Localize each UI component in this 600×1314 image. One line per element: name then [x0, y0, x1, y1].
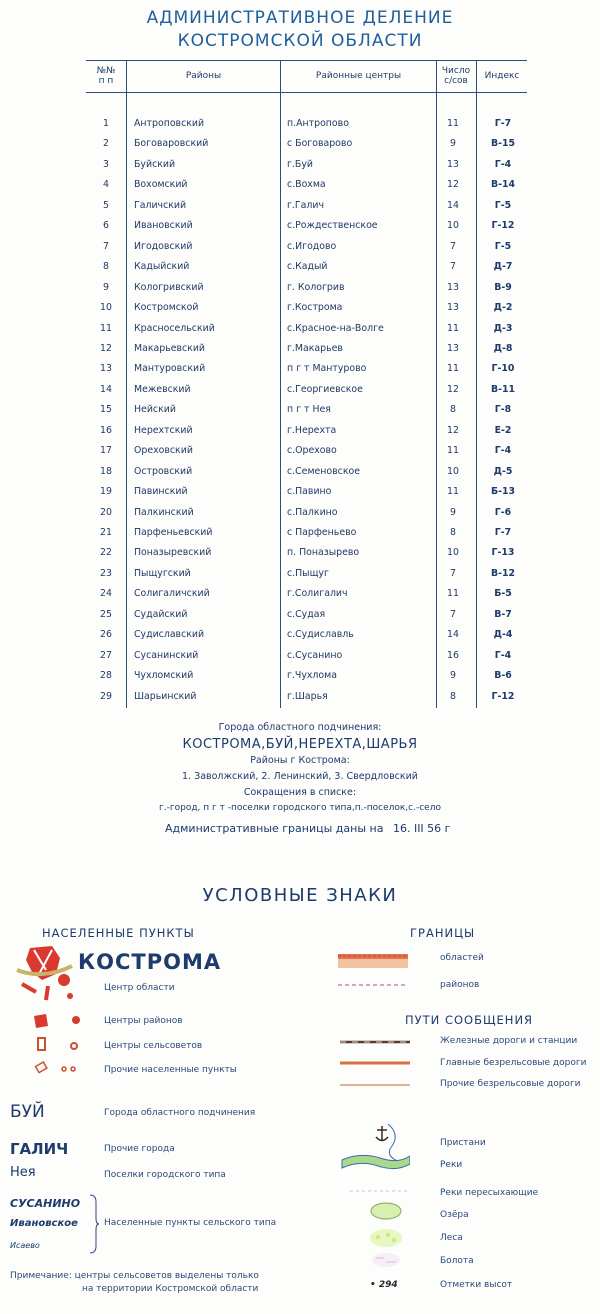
- settlement-icon: [34, 1060, 84, 1080]
- table-row: [86, 606, 526, 626]
- district-name: Судиславский: [134, 629, 205, 641]
- header-district: Районы: [185, 71, 222, 81]
- remark-line2: на территории Костромской области: [82, 1284, 259, 1294]
- cities-heading: Города областного подчинения:: [218, 722, 382, 733]
- row-number: 28: [100, 670, 112, 682]
- council-count: 10: [447, 465, 459, 477]
- page-title-line1: АДМИНИСТРАТИВНОЕ ДЕЛЕНИЕ: [146, 8, 454, 28]
- council-count: 13: [447, 302, 459, 314]
- grid-index: Г-10: [491, 363, 515, 375]
- table-row: [86, 667, 526, 687]
- other-road-icon: [340, 1080, 410, 1090]
- table-row: [86, 463, 526, 483]
- table-row: [86, 299, 526, 319]
- table-row: [86, 381, 526, 401]
- capital-sample: КОСТРОМА: [78, 950, 222, 974]
- row-number: 10: [100, 302, 112, 314]
- district-center: с.Кадый: [287, 261, 328, 273]
- district-name: Буйский: [134, 158, 176, 170]
- neya-label: Поселки городского типа: [104, 1170, 226, 1180]
- district-center: г.Галич: [287, 199, 324, 211]
- district-centers-label: Центры районов: [104, 1016, 183, 1026]
- rural-sample-1: СУСАНИНО: [10, 1197, 81, 1210]
- district-center: г. Кологрив: [287, 281, 345, 293]
- district-center-icon: [30, 1010, 90, 1032]
- district-name: Игодовский: [134, 240, 193, 252]
- main-roads-label: Главные безрельсовые дороги: [440, 1058, 587, 1068]
- district-name: Чухломский: [134, 670, 194, 682]
- table-row: [86, 258, 526, 278]
- row-number: 6: [103, 220, 109, 232]
- council-count: 13: [447, 281, 459, 293]
- district-name: Ивановский: [134, 220, 193, 232]
- row-number: 22: [100, 547, 112, 559]
- borders-date-note: [165, 822, 450, 835]
- kostroma-districts-heading: Районы г Кострома:: [250, 755, 350, 766]
- district-center: с.Игодово: [287, 240, 337, 252]
- abbr-text: г.-город, п г т -поселки городского типа,п.-поселок,с.-село: [159, 803, 441, 813]
- district-center: с.Орехово: [287, 445, 337, 457]
- district-name: Макарьевский: [134, 342, 206, 354]
- rivers-label: Реки: [440, 1160, 463, 1170]
- roads-heading: ПУТИ СООБЩЕНИЯ: [405, 1013, 534, 1027]
- council-count: 8: [450, 404, 456, 416]
- grid-index: В-12: [490, 567, 516, 579]
- row-number: 2: [103, 138, 109, 150]
- council-count: 11: [447, 118, 459, 129]
- row-number: 11: [100, 322, 112, 334]
- council-count: 14: [447, 199, 459, 211]
- district-center: г.Шарья: [287, 690, 328, 702]
- district-center: с Боговарово: [287, 138, 353, 150]
- district-center: с.Рождественское: [287, 220, 378, 232]
- district-name: Межевский: [134, 383, 191, 395]
- city-plan-icon: [12, 940, 82, 1010]
- district-name: Ореховский: [134, 445, 193, 457]
- council-count: 9: [450, 138, 456, 150]
- council-count: 12: [447, 179, 459, 191]
- council-count: 11: [447, 322, 459, 334]
- row-number: 24: [100, 588, 112, 600]
- table-row: [86, 442, 526, 462]
- district-name: Кологривский: [134, 281, 204, 293]
- table-row: [86, 238, 526, 258]
- council-count: 10: [447, 547, 459, 559]
- table-row: [86, 483, 526, 503]
- main-road-icon: [340, 1058, 410, 1068]
- row-number: 20: [100, 506, 112, 518]
- grid-index: Г-5: [494, 199, 512, 211]
- piers-label: Пристани: [440, 1138, 486, 1148]
- table-row: [86, 422, 526, 442]
- settlements-heading: НАСЕЛЕННЫЕ ПУНКТЫ: [42, 926, 195, 940]
- district-name: Парфеньевский: [134, 527, 213, 538]
- council-count: 8: [450, 690, 456, 702]
- grid-index: Г-12: [491, 220, 515, 232]
- row-number: 16: [100, 424, 112, 436]
- council-count: 16: [447, 649, 459, 661]
- district-name: Поназыревский: [134, 547, 212, 559]
- swamps-label: Болота: [440, 1256, 474, 1266]
- council-count: 11: [447, 588, 459, 600]
- table-header-border: [86, 92, 527, 93]
- buy-sample: БУЙ: [10, 1102, 45, 1122]
- grid-index: Г-4: [494, 649, 512, 661]
- table-row: [86, 217, 526, 237]
- neya-sample: Нея: [10, 1165, 36, 1180]
- district-center: п г т Нея: [287, 404, 331, 416]
- table-row: [86, 197, 526, 217]
- council-count: 7: [450, 261, 456, 273]
- table-top-border: [86, 60, 527, 61]
- council-count: 12: [447, 424, 459, 436]
- districts-label: районов: [440, 980, 480, 990]
- district-center: с.Красное-на-Волге: [287, 322, 384, 334]
- council-count: 7: [450, 567, 456, 579]
- grid-index: Б-5: [494, 588, 512, 600]
- forests-label: Леса: [440, 1233, 463, 1243]
- other-settlements-label: Прочие населенные пункты: [104, 1065, 237, 1075]
- table-row: [86, 544, 526, 564]
- table-row: [86, 524, 526, 544]
- grid-index: Г-4: [494, 445, 512, 457]
- row-number: 3: [103, 158, 109, 170]
- row-number: 27: [100, 649, 112, 661]
- district-center: с.Павино: [287, 486, 332, 498]
- row-number: 26: [100, 629, 112, 641]
- district-border-icon: [338, 980, 408, 990]
- council-count: 11: [447, 363, 459, 375]
- row-number: 9: [103, 281, 109, 293]
- drying-rivers-label: Реки пересыхающие: [440, 1188, 539, 1198]
- district-center: г.Кострома: [287, 302, 343, 314]
- row-number: 13: [100, 363, 112, 375]
- drying-river-icon: [350, 1186, 410, 1196]
- district-name: Шарьинский: [134, 690, 197, 702]
- district-name: Боговаровский: [134, 138, 209, 150]
- district-name: Судайский: [134, 608, 188, 620]
- district-center: с Парфеньево: [287, 527, 357, 538]
- district-center: г.Макарьев: [287, 342, 343, 354]
- grid-index: Д-4: [493, 629, 513, 641]
- row-number: 5: [103, 199, 109, 211]
- table-row: [86, 585, 526, 605]
- grid-index: Д-8: [493, 342, 513, 354]
- kostroma-districts: 1. Заволжский, 2. Ленинский, 3. Свердловский: [182, 771, 418, 782]
- header-center: Районные центры: [315, 71, 402, 81]
- grid-index: Б-13: [490, 486, 516, 498]
- region-border-icon: [338, 950, 408, 972]
- district-name: Нейский: [134, 404, 176, 416]
- table-row: [86, 504, 526, 524]
- grid-index: В-7: [494, 608, 512, 620]
- council-count: 13: [447, 342, 459, 354]
- galich-label: Прочие города: [104, 1144, 175, 1154]
- borders-date: 16. III 56 г: [392, 822, 451, 835]
- district-name: Нерехтский: [134, 424, 193, 436]
- grid-index: Г-12: [491, 690, 515, 702]
- grid-index: Г-13: [491, 547, 515, 559]
- row-number: 17: [100, 445, 112, 457]
- grid-index: Г-5: [494, 240, 512, 252]
- rural-label: Населенные пункты сельского типа: [104, 1218, 277, 1228]
- table-row: [86, 156, 526, 176]
- district-center: г.Чухлома: [287, 670, 337, 682]
- borders-prefix: Административные границы даны на: [165, 822, 384, 835]
- railway-icon: [340, 1037, 410, 1047]
- table-row: [86, 688, 526, 708]
- row-number: 29: [100, 690, 112, 702]
- elevation-sample: • 294: [370, 1280, 398, 1290]
- row-number: 14: [100, 383, 112, 395]
- row-number: 7: [103, 240, 109, 252]
- district-center: с.Пыщуг: [287, 567, 329, 579]
- grid-index: В-6: [494, 670, 512, 682]
- swamp-icon: [366, 1250, 406, 1270]
- council-count: 11: [447, 486, 459, 498]
- abbr-heading: Сокращения в списке:: [243, 787, 357, 798]
- row-number: 4: [103, 179, 109, 191]
- rural-sample-2: Ивановское: [10, 1218, 78, 1229]
- district-center: с.Судая: [287, 608, 326, 620]
- council-count: 9: [450, 506, 456, 518]
- railways-label: Железные дороги и станции: [440, 1036, 578, 1046]
- district-center: с.Семеновское: [287, 465, 360, 477]
- grid-index: Г-7: [494, 527, 512, 538]
- grid-index: В-11: [490, 383, 516, 395]
- grid-index: В-9: [494, 281, 512, 293]
- council-count: 9: [450, 670, 456, 682]
- table-row: [86, 565, 526, 585]
- pier-and-river-icon: [340, 1122, 410, 1178]
- district-name: Костромской: [134, 302, 199, 314]
- district-center: с.Сусанино: [287, 649, 343, 661]
- district-center: с.Георгиевское: [287, 383, 363, 395]
- grid-index: В-15: [490, 138, 516, 150]
- cities-list: КОСТРОМА,БУЙ,НЕРЕХТА,ШАРЬЯ: [182, 737, 418, 752]
- grid-index: Д-2: [493, 302, 513, 314]
- row-number: 12: [100, 342, 112, 354]
- grid-index: Г-8: [494, 404, 512, 416]
- brace-icon: [88, 1194, 100, 1254]
- other-roads-label: Прочие безрельсовые дороги: [440, 1079, 581, 1089]
- district-center: п.Антропово: [287, 118, 349, 129]
- page-title-line2: КОСТРОМСКОЙ ОБЛАСТИ: [177, 31, 423, 51]
- row-number: 18: [100, 465, 112, 477]
- grid-index: Д-3: [493, 322, 513, 334]
- district-name: Галичский: [134, 199, 187, 211]
- district-name: Красносельский: [134, 322, 215, 334]
- council-count: 10: [447, 220, 459, 232]
- remark-line1: Примечание: центры сельсоветов выделены только: [10, 1271, 259, 1281]
- row-number: 21: [100, 527, 112, 538]
- district-name: Антроповский: [134, 118, 205, 129]
- grid-index: Д-5: [493, 465, 513, 477]
- district-name: Мантуровский: [134, 363, 206, 375]
- council-count: 7: [450, 608, 456, 620]
- district-name: Кадыйский: [134, 261, 190, 273]
- header-index: Индекс: [484, 71, 520, 81]
- table-row: [86, 135, 526, 155]
- row-number: 8: [103, 261, 109, 273]
- district-name: Островский: [134, 465, 193, 477]
- regions-label: областей: [440, 953, 484, 963]
- legend-title: УСЛОВНЫЕ ЗНАКИ: [202, 885, 398, 906]
- council-count: 12: [447, 383, 459, 395]
- table-row: [86, 279, 526, 299]
- district-name: Пыщугский: [134, 567, 191, 579]
- district-center: п г т Мантурово: [287, 363, 367, 375]
- district-center: с.Судиславль: [287, 629, 354, 641]
- elevation-label: Отметки высот: [440, 1280, 513, 1290]
- galich-sample: ГАЛИЧ: [10, 1140, 69, 1158]
- forest-icon: [366, 1226, 406, 1250]
- grid-index: Г-6: [494, 506, 512, 518]
- row-number: 19: [100, 486, 112, 498]
- table-row: [86, 176, 526, 196]
- grid-index: Г-7: [494, 118, 512, 129]
- header-no: №№ п п: [96, 66, 116, 86]
- header-count: Число с/сов: [441, 66, 471, 86]
- table-row: [86, 626, 526, 646]
- lake-icon: [366, 1200, 406, 1222]
- lakes-label: Озёра: [440, 1210, 469, 1220]
- grid-index: Д-7: [493, 261, 513, 273]
- council-count: 8: [450, 527, 456, 538]
- council-count: 14: [447, 629, 459, 641]
- capital-label: Центр области: [104, 983, 175, 993]
- borders-heading: ГРАНИЦЫ: [410, 926, 476, 940]
- district-center: с.Палкино: [287, 506, 338, 518]
- row-number: 1: [103, 118, 109, 129]
- district-center: г.Буй: [287, 158, 313, 170]
- council-count: 11: [447, 445, 459, 457]
- district-name: Палкинский: [134, 506, 194, 518]
- district-center: с.Вохма: [287, 179, 326, 191]
- district-name: Павинский: [134, 486, 188, 498]
- table-row: [86, 401, 526, 421]
- table-row: [86, 360, 526, 380]
- table-row: [86, 320, 526, 340]
- row-number: 23: [100, 567, 112, 579]
- table-row: [86, 115, 526, 135]
- council-count: 13: [447, 158, 459, 170]
- row-number: 25: [100, 608, 112, 620]
- council-count: 7: [450, 240, 456, 252]
- council-centers-label: Центры сельсоветов: [104, 1041, 203, 1051]
- district-name: Вохомский: [134, 179, 188, 191]
- rural-sample-3: Исаево: [10, 1241, 40, 1250]
- table-row: [86, 647, 526, 667]
- district-name: Солигаличский: [134, 588, 210, 600]
- row-number: 15: [100, 404, 112, 416]
- grid-index: Е-2: [494, 424, 512, 436]
- district-center: г.Солигалич: [287, 588, 348, 600]
- buy-label: Города областного подчинения: [104, 1108, 256, 1118]
- table-row: [86, 340, 526, 360]
- district-center: г.Нерехта: [287, 424, 337, 436]
- district-name: Сусанинский: [134, 649, 199, 661]
- grid-index: В-14: [490, 179, 516, 191]
- grid-index: Г-4: [494, 158, 512, 170]
- district-center: п. Поназырево: [287, 547, 360, 559]
- council-center-icon: [34, 1036, 84, 1056]
